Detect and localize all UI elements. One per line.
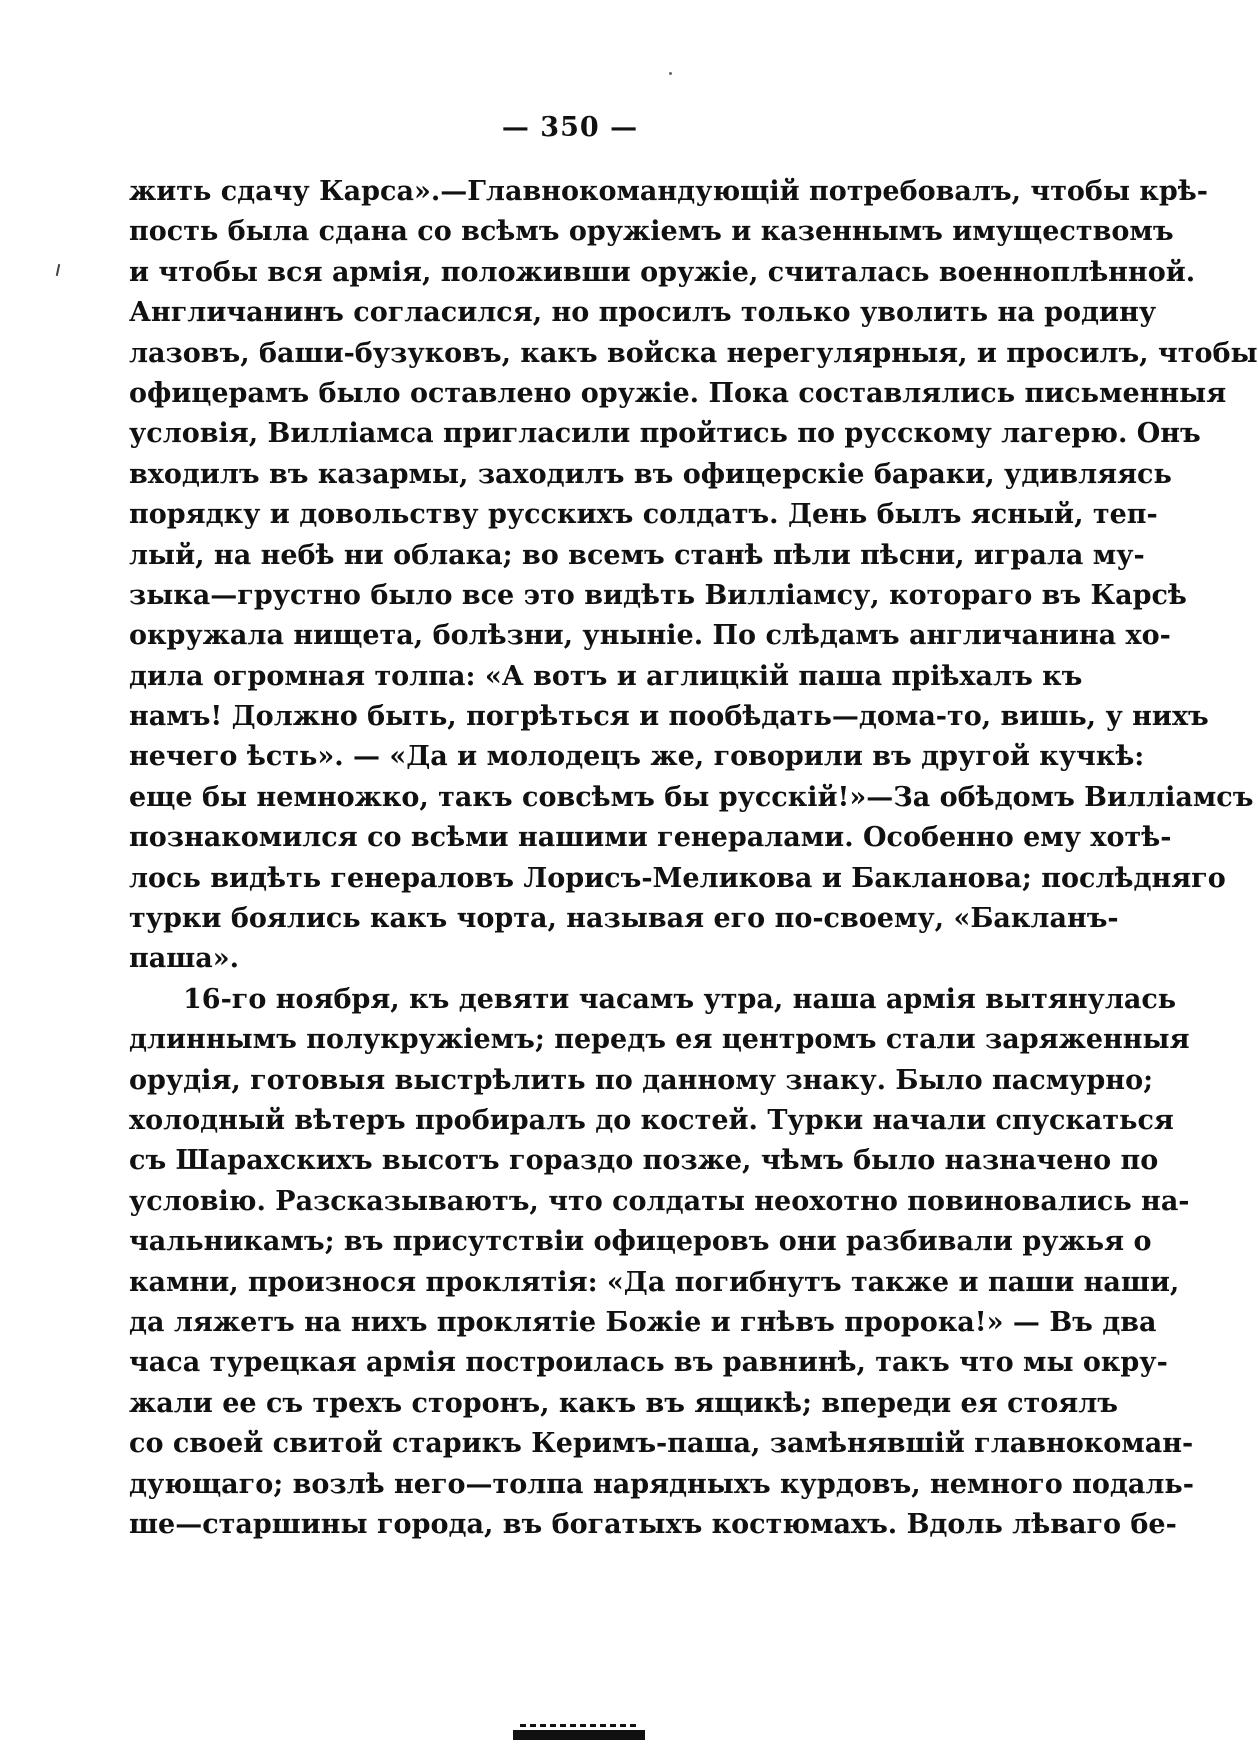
paragraph-start-line: 16-го ноября, къ девяти часамъ утра, наша армія вытянулась [183,983,1177,1015]
text-line: длиннымъ полукружіемъ; передъ ея центромъ стали заряженныя [129,1024,1190,1056]
text-line: холодный вѣтеръ пробиралъ до костей. Турки начали спускаться [129,1104,1174,1136]
text-line: жали ее съ трехъ сторонъ, какъ въ ящикѣ; впереди ея стоялъ [129,1387,1118,1419]
text-line: порядку и довольству русскихъ солдатъ. День былъ ясный, теп- [129,499,1158,531]
text-line: офицерамъ было оставлено оружіе. Пока составлялись письменныя [129,377,1227,409]
text-line: еще бы немножко, такъ совсѣмъ бы русскій!»—За обѣдомъ Вилліамсъ [129,781,1254,813]
text-line: турки боялись какъ чорта, называя его по-своему, «Бакланъ- [129,903,1119,935]
text-line: чальникамъ; въ присутствіи офицеровъ они разбивали ружья о [129,1226,1152,1258]
text-line: лый, на небѣ ни облака; во всемъ станѣ пѣли пѣсни, играла му- [129,539,1145,571]
page-number: — 350 — [501,112,639,143]
text-line: зыка—грустно было все это видѣть Вилліамсу, котораго въ Карсѣ [129,579,1187,611]
text-line: входилъ въ казармы, заходилъ въ офицерскіе бараки, удивляясь [129,458,1172,490]
text-line: познакомился со всѣми нашими генералами. Особенно ему хотѣ- [129,822,1172,854]
text-line: и чтобы вся армія, положивши оружіе, считалась военноплѣнной. [129,256,1196,288]
margin-mark [56,264,60,276]
text-line: дующаго; возлѣ него—толпа нарядныхъ курдовъ, немного подаль- [129,1468,1194,1500]
text-line: условію. Разсказываютъ, что солдаты неохотно повиновались на- [129,1185,1190,1217]
text-line: орудія, готовыя выстрѣлить по данному знаку. Было пасмурно; [129,1064,1154,1096]
text-line: да ляжетъ на нихъ проклятіе Божіе и гнѣвъ пророка!» — Въ два [129,1306,1157,1338]
text-line: лазовъ, баши-бузуковъ, какъ войска нерегулярныя, и просилъ, чтобы [129,337,1258,369]
body-text [129,172,1258,1545]
text-line: со своей свитой старикъ Керимъ-паша, замѣнявшій главнокоман- [129,1428,1194,1460]
footer-print-mark [513,1730,645,1740]
text-line: съ Шарахскихъ высотъ гораздо позже, чѣмъ было назначено по [129,1145,1159,1177]
paragraph-end-line: паша». [129,943,240,975]
text-line: пость была сдана со всѣмъ оружіемъ и казеннымъ имуществомъ [129,216,1174,248]
text-line: часа турецкая армія построилась въ равнинѣ, такъ что мы окру- [129,1347,1168,1379]
text-line: жить сдачу Карса».—Главнокомандующій потребовалъ, чтобы крѣ- [129,176,1208,207]
text-line: ше—старшины города, въ богатыхъ костюмахъ. Вдоль лѣваго бе- [129,1508,1177,1540]
text-line: нечего ѣсть». — «Да и молодецъ же, говорили въ другой кучкѣ: [129,741,1145,773]
text-line: лось видѣть генераловъ Лорисъ-Меликова и Бакланова; послѣдняго [129,862,1226,894]
print-speck [669,72,672,75]
text-line: дила огромная толпа: «А вотъ и аглицкій паша пріѣхалъ къ [129,660,1083,692]
text-line: условія, Вилліамса пригласили пройтись по русскому лагерю. Онъ [129,418,1201,450]
text-line: намъ! Должно быть, погрѣться и пообѣдать—дома-то, вишь, у нихъ [129,701,1209,733]
text-line: Англичанинъ согласился, но просилъ только уволить на родину [129,297,1157,329]
text-line: окружала нищета, болѣзни, уныніе. По слѣдамъ англичанина хо- [129,620,1171,652]
text-line: камни, произнося проклятія: «Да погибнутъ также и паши наши, [129,1266,1180,1298]
footer-print-mark-top [520,1724,638,1727]
